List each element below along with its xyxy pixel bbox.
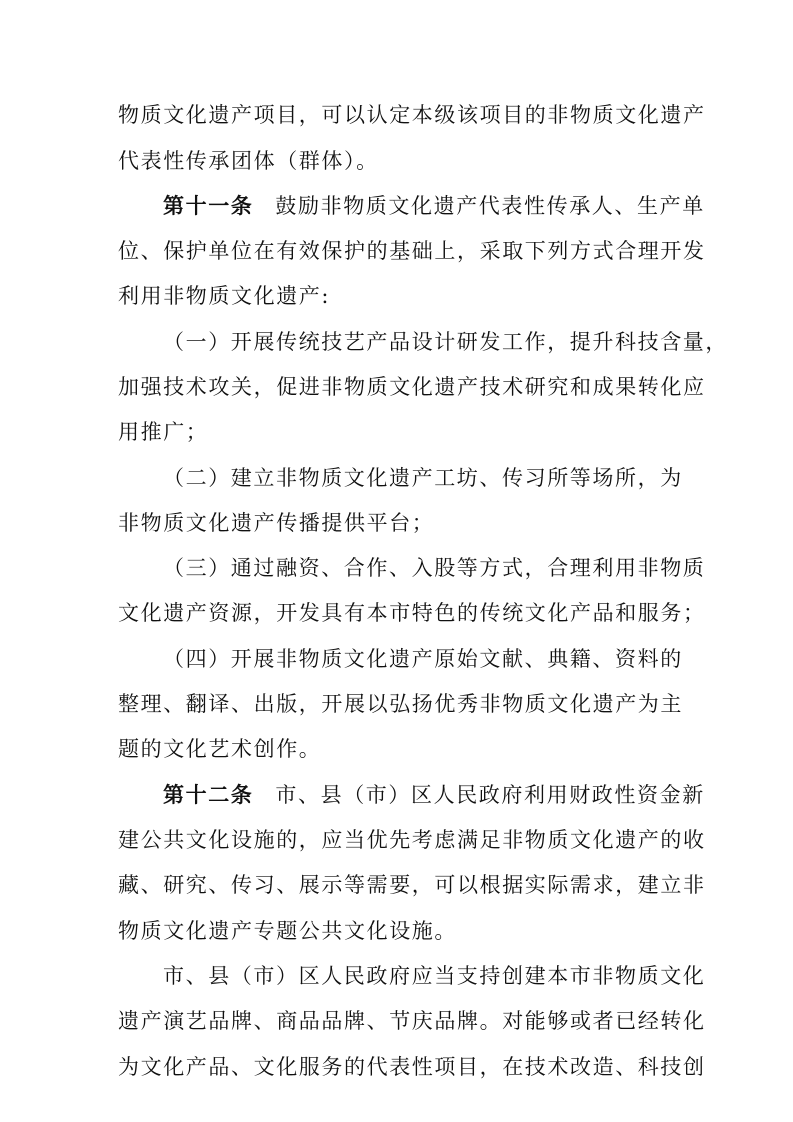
text-line: 文化遗产资源，开发具有本市特色的传统文化产品和服务；: [118, 601, 706, 625]
text-line: 加强技术攻关，促进非物质文化遗产技术研究和成果转化应: [118, 375, 706, 399]
text-line: 物质文化遗产专题公共文化设施。: [118, 919, 457, 943]
article-12-line: 第十二条 市、县（市）区人民政府利用财政性资金新: [163, 775, 793, 815]
text-line: 藏、研究、传习、展示等需要，可以根据实际需求，建立非: [118, 873, 706, 897]
text-line: 用推广；: [118, 420, 209, 444]
text-line: 位、保护单位在有效保护的基础上，采取下列方式合理开发: [118, 239, 706, 263]
text-line: 代表性传承团体（群体）。: [118, 149, 379, 173]
list-item-line: （二）建立非物质文化遗产工坊、传习所等场所，为: [163, 466, 683, 490]
text-line: 利用非物质文化遗产:: [118, 284, 331, 308]
text-line: 物质文化遗产项目，可以认定本级该项目的非物质文化遗产: [118, 103, 706, 127]
text-line: 为文化产品、文化服务的代表性项目，在技术改造、科技创: [118, 1055, 706, 1079]
text-line: 题的文化艺术创作。: [118, 737, 322, 761]
text-line: 市、县（市）区人民政府应当支持创建本市非物质文化: [163, 964, 706, 988]
article-11-line: 第十一条 鼓励非物质文化遗产代表性传承人、生产单: [163, 186, 793, 226]
article-heading: 第十一条: [163, 194, 254, 218]
text-line: 遗产演艺品牌、商品品牌、节庆品牌。对能够或者已经转化: [118, 1009, 706, 1033]
list-item-line: （一）开展传统技艺产品设计研发工作，提升科技含量，: [163, 330, 728, 354]
list-item-line: （四）开展非物质文化遗产原始文献、典籍、资料的: [163, 647, 683, 671]
list-item-line: （三）通过融资、合作、入股等方式，合理利用非物质: [163, 556, 706, 580]
text-line: 建公共文化设施的，应当优先考虑满足非物质文化遗产的收: [118, 828, 706, 852]
article-heading: 第十二条: [163, 783, 254, 807]
text-line: 非物质文化遗产传播提供平台；: [118, 511, 435, 535]
text-line: 整理、翻译、出版，开展以弘扬优秀非物质文化遗产为主: [118, 692, 683, 716]
